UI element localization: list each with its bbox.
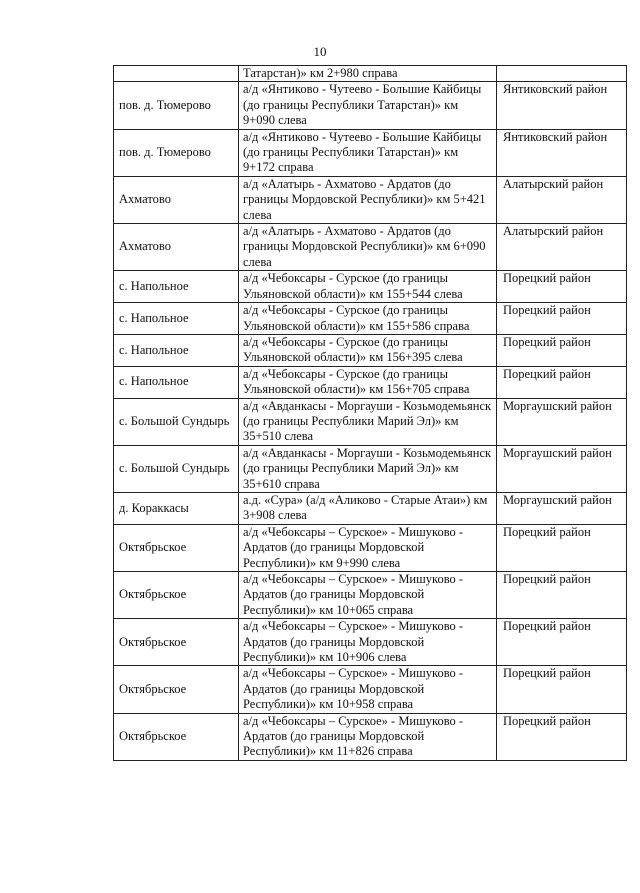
district-cell: Порецкий район	[497, 666, 627, 713]
place-cell: Октябрьское	[114, 666, 239, 713]
district-cell: Янтиковский район	[497, 82, 627, 129]
district-cell: Порецкий район	[497, 572, 627, 619]
place-cell: Октябрьское	[114, 713, 239, 760]
district-cell: Моргаушский район	[497, 445, 627, 492]
table-row	[114, 66, 627, 82]
district-cell: Алатырский район	[497, 176, 627, 223]
table-row	[114, 129, 627, 176]
table-row	[114, 398, 627, 445]
place-cell: пов. д. Тюмерово	[114, 129, 239, 176]
road-cell: а/д «Чебоксары – Сурское» - Мишуково - Ардатов (до границы Мордовской Республики)» км 10+906 слева	[239, 619, 497, 666]
place-cell: с. Большой Сундырь	[114, 398, 239, 445]
district-cell: Порецкий район	[497, 271, 627, 303]
road-cell: а/д «Чебоксары - Сурское (до границы Ульяновской области)» км 155+544 слева	[239, 271, 497, 303]
district-cell	[497, 66, 627, 82]
place-cell: с. Напольное	[114, 334, 239, 366]
table-row	[114, 366, 627, 398]
road-cell: а/д «Чебоксары - Сурское (до границы Ульяновской области)» км 156+705 справа	[239, 366, 497, 398]
road-cell: а/д «Чебоксары - Сурское (до границы Ульяновской области)» км 155+586 справа	[239, 303, 497, 335]
table-row	[114, 713, 627, 760]
district-cell: Алатырский район	[497, 224, 627, 271]
table-row	[114, 271, 627, 303]
road-locations-table	[113, 65, 627, 761]
table-row	[114, 524, 627, 571]
place-cell: Ахматово	[114, 224, 239, 271]
table-row	[114, 334, 627, 366]
place-cell: с. Напольное	[114, 303, 239, 335]
district-cell: Порецкий район	[497, 713, 627, 760]
place-cell: Октябрьское	[114, 524, 239, 571]
road-cell: а/д «Алатырь - Ахматово - Ардатов (до границы Мордовской Республики)» км 5+421 слева	[239, 176, 497, 223]
table-row	[114, 303, 627, 335]
table-row	[114, 492, 627, 524]
district-cell: Янтиковский район	[497, 129, 627, 176]
place-cell: с. Напольное	[114, 271, 239, 303]
district-cell: Порецкий район	[497, 303, 627, 335]
table-row	[114, 224, 627, 271]
place-cell: Октябрьское	[114, 619, 239, 666]
page-number: 10	[313, 44, 327, 59]
table-row	[114, 572, 627, 619]
road-cell: Татарстан)» км 2+980 справа	[239, 66, 497, 82]
district-cell: Порецкий район	[497, 334, 627, 366]
place-cell: Октябрьское	[114, 572, 239, 619]
place-cell: с. Большой Сундырь	[114, 445, 239, 492]
road-cell: а.д. «Сура» (а/д «Аликово - Старые Атаи») км 3+908 слева	[239, 492, 497, 524]
table-row	[114, 176, 627, 223]
district-cell: Моргаушский район	[497, 492, 627, 524]
road-cell: а/д «Алатырь - Ахматово - Ардатов (до границы Мордовской Республики)» км 6+090 слева	[239, 224, 497, 271]
table-row	[114, 82, 627, 129]
district-cell: Порецкий район	[497, 619, 627, 666]
place-cell: д. Кораккасы	[114, 492, 239, 524]
road-cell: а/д «Чебоксары – Сурское» - Мишуково - Ардатов (до границы Мордовской Республики)» км 10+065 справа	[239, 572, 497, 619]
road-cell: а/д «Чебоксары – Сурское» - Мишуково - Ардатов (до границы Мордовской Республики)» км 10+958 справа	[239, 666, 497, 713]
road-cell: а/д «Авданкасы - Моргауши - Козьмодемьянск (до границы Республики Марий Эл)» км 35+510 слева	[239, 398, 497, 445]
table-row	[114, 666, 627, 713]
road-cell: а/д «Янтиково - Чутеево - Большие Кайбицы (до границы Республики Татарстан)» км 9+172 справа	[239, 129, 497, 176]
district-cell: Моргаушский район	[497, 398, 627, 445]
district-cell: Порецкий район	[497, 524, 627, 571]
place-cell	[114, 66, 239, 82]
road-cell: а/д «Янтиково - Чутеево - Большие Кайбицы (до границы Республики Татарстан)» км 9+090 слева	[239, 82, 497, 129]
road-cell: а/д «Чебоксары – Сурское» - Мишуково - Ардатов (до границы Мордовской Республики)» км 11+826 справа	[239, 713, 497, 760]
place-cell: Ахматово	[114, 176, 239, 223]
table-row	[114, 445, 627, 492]
road-cell: а/д «Чебоксары – Сурское» - Мишуково - Ардатов (до границы Мордовской Республики)» км 9+990 слева	[239, 524, 497, 571]
road-cell: а/д «Авданкасы - Моргауши - Козьмодемьянск (до границы Республики Марий Эл)» км 35+610 справа	[239, 445, 497, 492]
road-cell: а/д «Чебоксары - Сурское (до границы Ульяновской области)» км 156+395 слева	[239, 334, 497, 366]
district-cell: Порецкий район	[497, 366, 627, 398]
place-cell: с. Напольное	[114, 366, 239, 398]
table-row	[114, 619, 627, 666]
place-cell: пов. д. Тюмерово	[114, 82, 239, 129]
